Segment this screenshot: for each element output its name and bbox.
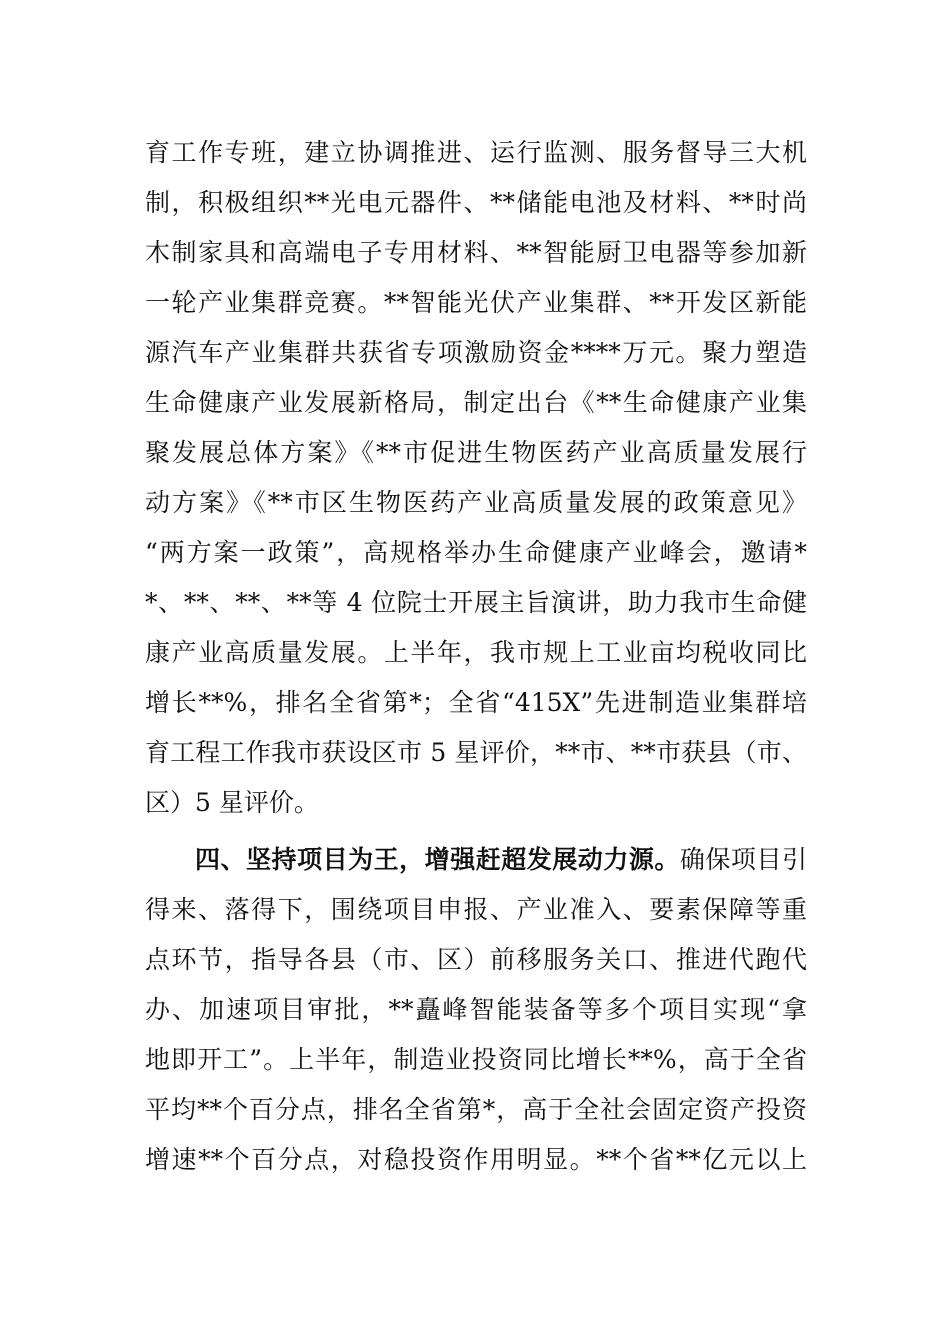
text-line: 增速**个百分点，对稳投资作用明显。**个省**亿元以上	[145, 1145, 807, 1174]
text-line: 一轮产业集群竞赛。**智能光伏产业集群、**开发区新能	[145, 288, 807, 317]
paragraph-projects	[145, 835, 807, 1185]
paragraph-first-line	[145, 835, 807, 885]
text-line: 制，积极组织**光电元器件、**储能电池及材料、**时尚	[145, 188, 807, 217]
text-line: 区）5 星评价。	[145, 788, 319, 817]
text-line: 办、加速项目审批，**矗峰智能装备等多个项目实现“拿	[145, 995, 807, 1024]
text-line: 木制家具和高端电子专用材料、**智能厨卫电器等参加新	[145, 238, 807, 267]
text-line: 得来、落得下，围绕项目申报、产业准入、要素保障等重	[145, 895, 807, 924]
text-line: 动方案》《**市区生物医药产业高质量发展的政策意见》	[145, 488, 807, 517]
text-line: 康产业高质量发展。上半年，我市规上工业亩均税收同比	[145, 638, 807, 667]
text-line: 生命健康产业发展新格局，制定出台《**生命健康产业集	[145, 388, 807, 417]
text-line: 平均**个百分点，排名全省第*，高于全社会固定资产投资	[145, 1095, 807, 1124]
text-run: 确保项目引	[679, 845, 807, 874]
text-line: 育工程工作我市获设区市 5 星评价，**市、**市获县（市、	[145, 738, 807, 767]
text-line: 育工作专班，建立协调推进、运行监测、服务督导三大机	[145, 138, 807, 167]
paragraph-industry-clusters	[145, 128, 807, 828]
text-line: “两方案一政策”，高规格举办生命健康产业峰会，邀请*	[145, 538, 807, 567]
text-line: 点环节，指导各县（市、区）前移服务关口、推进代跑代	[145, 945, 807, 974]
text-line: *、**、**、**等 4 位院士开展主旨演讲，助力我市生命健	[145, 588, 807, 617]
text-line: 地即开工”。上半年，制造业投资同比增长**%，高于全省	[145, 1045, 807, 1074]
text-line: 源汽车产业集群共获省专项激励资金****万元。聚力塑造	[145, 338, 807, 367]
text-line: 聚发展总体方案》《**市促进生物医药产业高质量发展行	[145, 438, 807, 467]
section-heading: 四、坚持项目为王，增强赶超发展动力源。	[195, 845, 680, 874]
text-line: 增长**%，排名全省第*；全省“415X”先进制造业集群培	[145, 688, 807, 717]
